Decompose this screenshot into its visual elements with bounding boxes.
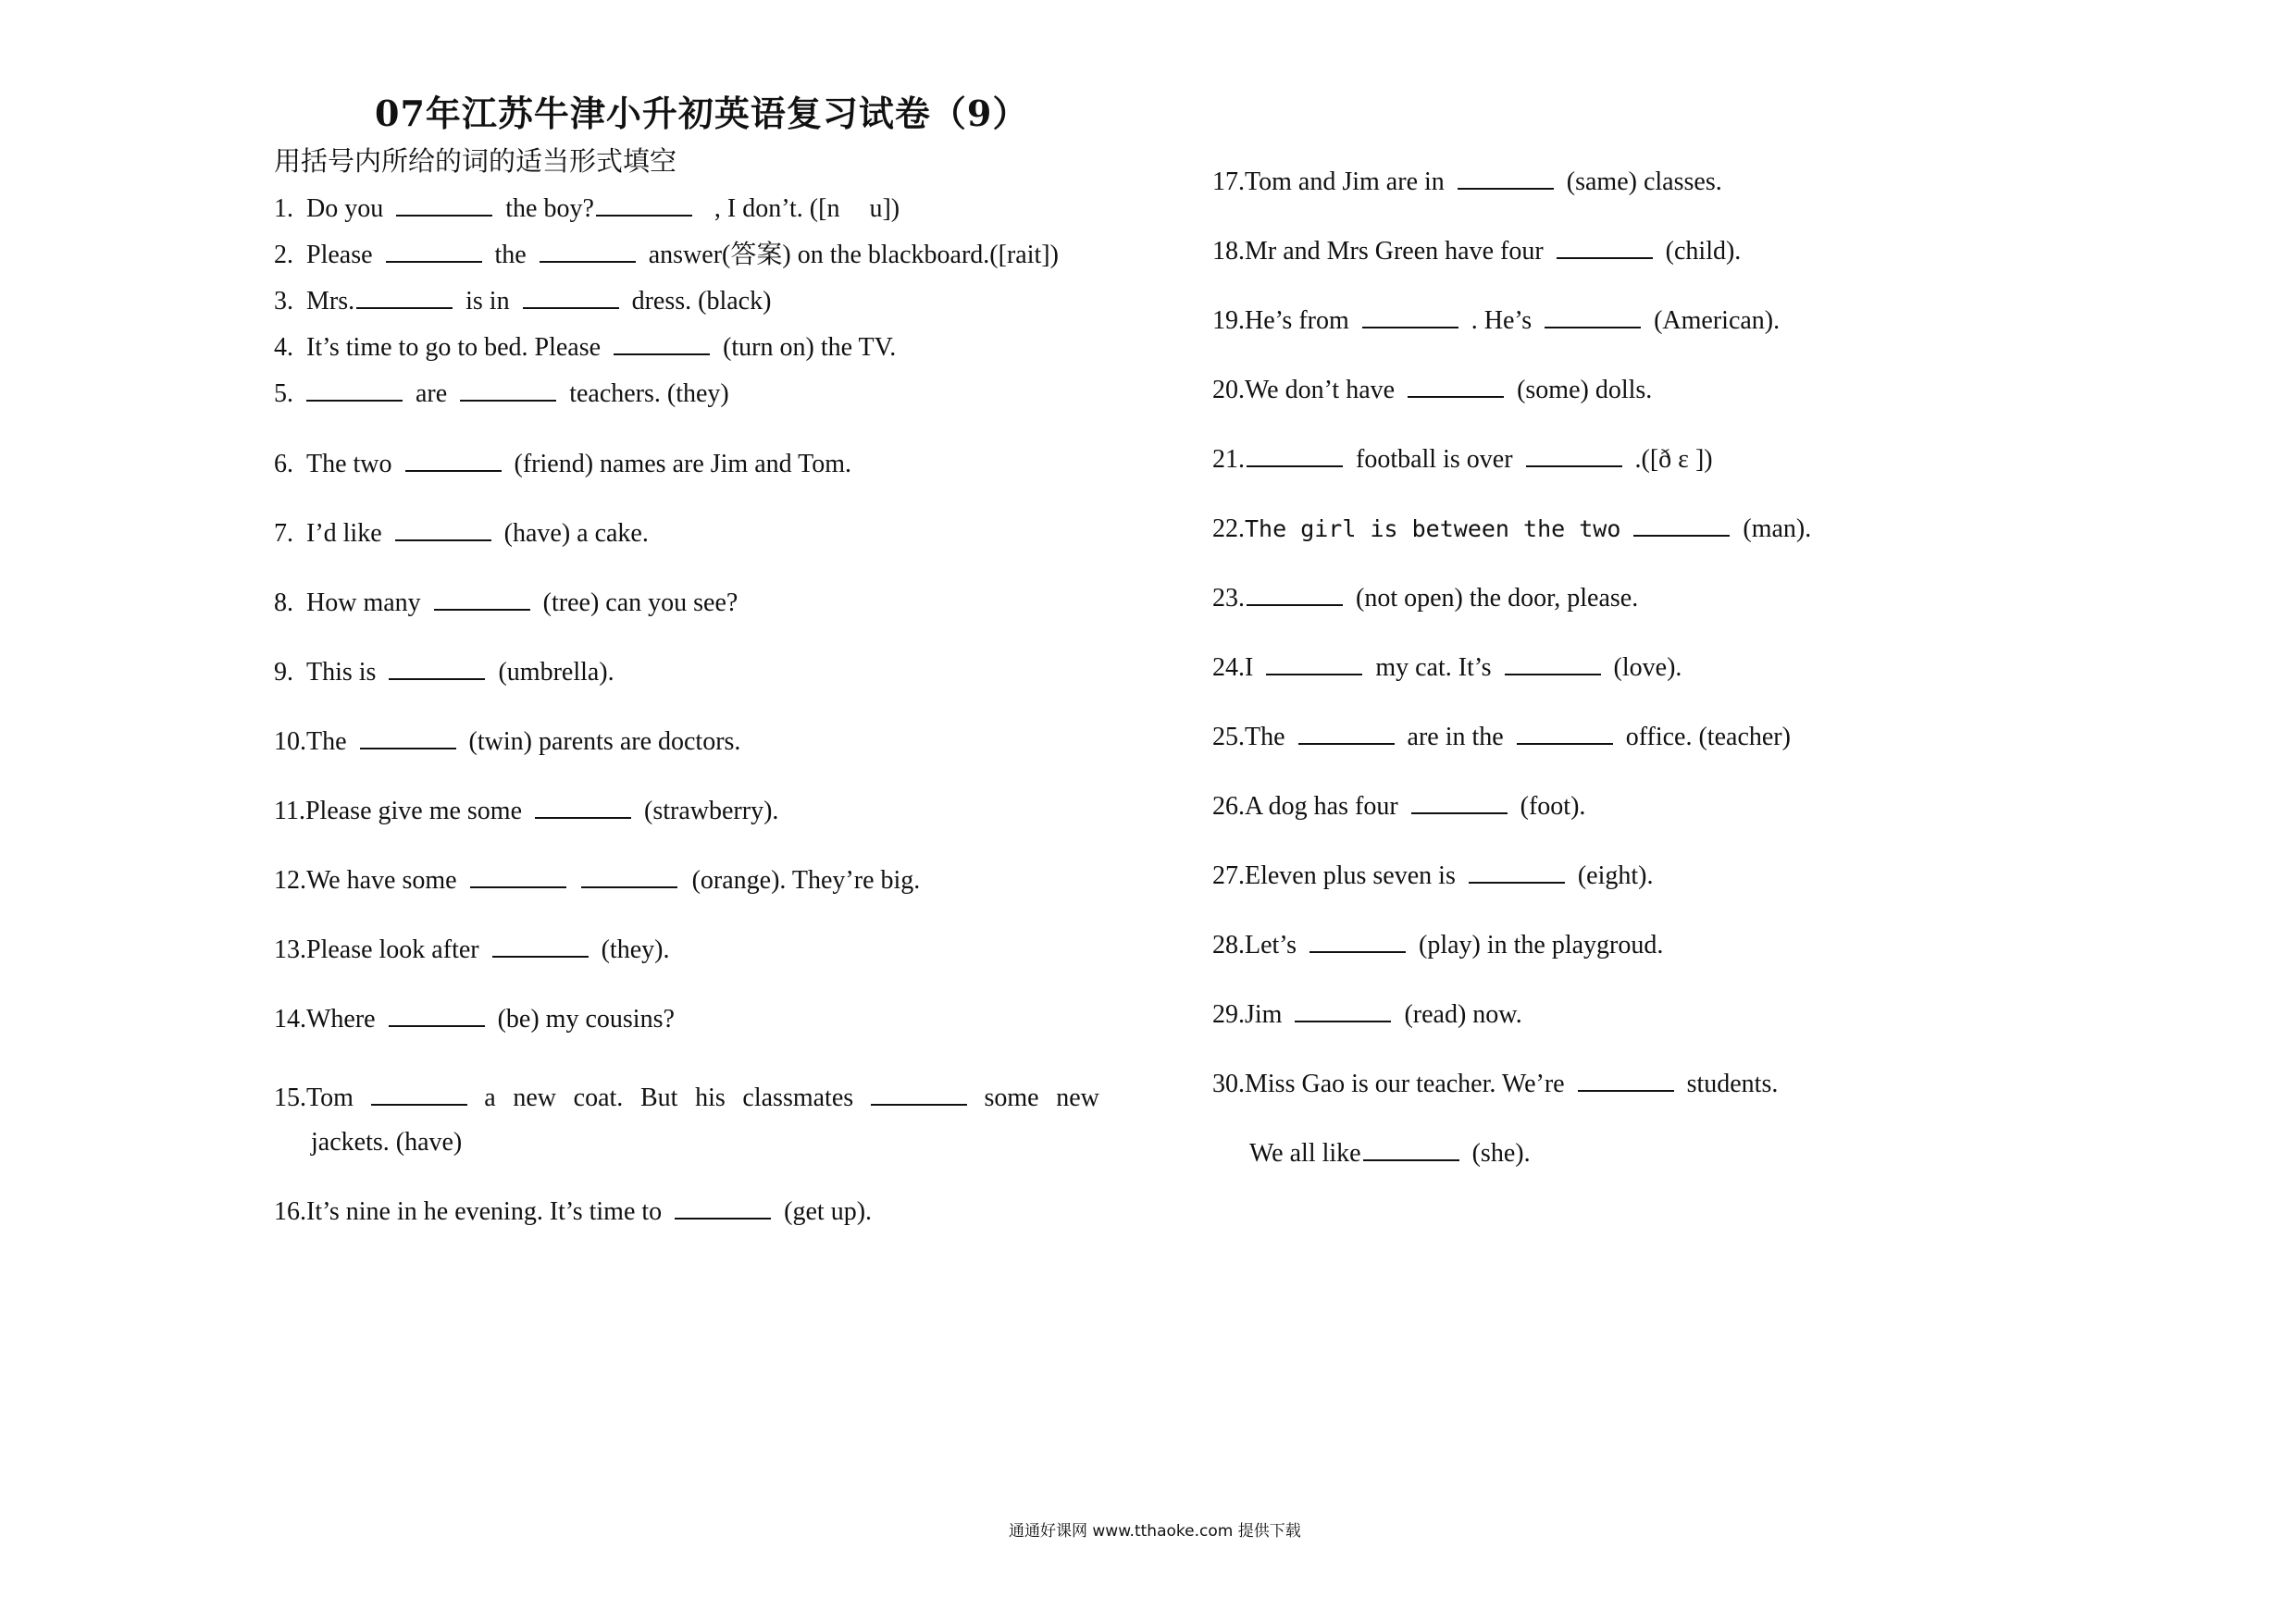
answer-blank[interactable] xyxy=(1526,441,1622,467)
question-15 xyxy=(274,1080,1099,1115)
question-text: I’d like xyxy=(306,519,382,548)
question-number: 1. xyxy=(274,194,293,223)
question-text: (love). xyxy=(1613,653,1682,682)
question-number: 8. xyxy=(274,588,293,617)
question-number: 7. xyxy=(274,519,293,548)
answer-blank[interactable] xyxy=(386,237,482,263)
question-number: 19. xyxy=(1212,306,1245,335)
question-text: How many xyxy=(306,588,421,617)
answer-blank[interactable] xyxy=(470,862,566,888)
answer-blank[interactable] xyxy=(1578,1066,1674,1092)
question-text: The xyxy=(1245,723,1285,751)
question-text: (eight). xyxy=(1577,861,1654,890)
question-text: Mr and Mrs Green have four xyxy=(1245,237,1544,266)
question-22 xyxy=(1212,511,1811,546)
instruction-text: 用括号内所给的词的适当形式填空 xyxy=(274,145,677,177)
question-number: 18. xyxy=(1212,237,1245,266)
question-15-continued: jackets. (have) xyxy=(311,1128,463,1157)
answer-blank[interactable] xyxy=(596,191,692,217)
question-text: . He’s xyxy=(1471,306,1533,335)
question-text: some xyxy=(984,1083,1039,1112)
question-number: 4. xyxy=(274,333,293,362)
answer-blank[interactable] xyxy=(1633,511,1730,537)
question-text: (man). xyxy=(1743,514,1812,543)
question-text: Where xyxy=(306,1005,376,1034)
question-text: are in the xyxy=(1407,723,1504,751)
question-text: (she). xyxy=(1471,1139,1531,1168)
answer-blank[interactable] xyxy=(460,376,556,402)
answer-blank[interactable] xyxy=(871,1080,967,1106)
question-18 xyxy=(1212,233,1741,268)
question-27 xyxy=(1212,858,1653,893)
question-21 xyxy=(1212,441,1713,477)
answer-blank[interactable] xyxy=(1411,788,1508,814)
question-3 xyxy=(274,283,771,318)
question-13 xyxy=(274,932,669,967)
question-10 xyxy=(274,724,740,759)
question-text: the xyxy=(494,241,527,269)
question-text: Mrs. xyxy=(306,287,355,316)
question-text: (play) in the playgroud. xyxy=(1419,931,1664,960)
question-text: (orange). They’re big. xyxy=(691,866,921,895)
answer-blank[interactable] xyxy=(306,376,403,402)
question-text: dress. (black) xyxy=(631,287,772,316)
answer-blank[interactable] xyxy=(1458,164,1554,190)
question-number: 23. xyxy=(1212,584,1245,613)
question-12 xyxy=(274,862,920,898)
answer-blank[interactable] xyxy=(405,446,502,472)
question-number: 25. xyxy=(1212,723,1245,751)
question-text: (they). xyxy=(601,935,670,964)
answer-blank[interactable] xyxy=(535,793,631,819)
question-text: (some) dolls. xyxy=(1517,376,1653,404)
question-number: 9. xyxy=(274,658,293,687)
question-number: 24. xyxy=(1212,653,1245,682)
question-text: new xyxy=(1056,1083,1099,1112)
answer-blank[interactable] xyxy=(540,237,636,263)
question-number: 29. xyxy=(1212,1000,1245,1029)
answer-blank[interactable] xyxy=(1298,719,1395,745)
answer-blank[interactable] xyxy=(434,585,530,611)
question-number: 3. xyxy=(274,287,293,316)
question-text: (child). xyxy=(1665,237,1742,266)
page-title: 07年江苏牛津小升初英语复习试卷（9） xyxy=(375,93,1029,134)
question-number: 21. xyxy=(1212,445,1245,474)
question-text: (read) now. xyxy=(1404,1000,1522,1029)
question-text: classmates xyxy=(742,1083,854,1112)
question-text: .([ð ɛ ]) xyxy=(1634,445,1713,474)
question-text: Jim xyxy=(1245,1000,1283,1029)
answer-blank[interactable] xyxy=(523,283,619,309)
question-text: (have) a cake. xyxy=(503,519,649,548)
question-text: This is xyxy=(306,658,377,687)
question-number: 5. xyxy=(274,379,293,408)
question-text: the boy? xyxy=(505,194,594,223)
question-text: his xyxy=(695,1083,726,1112)
question-text: (get up). xyxy=(784,1197,873,1226)
question-number: 16. xyxy=(274,1197,306,1226)
question-text: We have some xyxy=(306,866,457,895)
question-4 xyxy=(274,329,896,365)
question-text: office. (teacher) xyxy=(1625,723,1791,751)
answer-blank[interactable] xyxy=(360,724,456,749)
answer-blank[interactable] xyxy=(1247,441,1343,467)
question-20 xyxy=(1212,372,1652,407)
question-text: He’s from xyxy=(1245,306,1349,335)
question-8 xyxy=(274,585,738,620)
question-30 xyxy=(1212,1066,1778,1101)
question-text: A dog has four xyxy=(1245,792,1398,821)
question-17 xyxy=(1212,164,1722,199)
question-text: I xyxy=(1245,653,1254,682)
question-text: (umbrella). xyxy=(498,658,614,687)
question-text: (tree) can you see? xyxy=(542,588,738,617)
answer-blank[interactable] xyxy=(492,932,589,958)
question-text: is in xyxy=(465,287,510,316)
question-text: It’s time to go to bed. Please xyxy=(306,333,602,362)
question-text: (friend) names are Jim and Tom. xyxy=(514,450,852,478)
answer-blank[interactable] xyxy=(1362,303,1458,328)
answer-blank[interactable] xyxy=(1469,858,1565,884)
question-text: my cat. It’s xyxy=(1375,653,1492,682)
footer-text: 通通好课网 www.tthaoke.com 提供下载 xyxy=(1009,1522,1301,1541)
question-number: 27. xyxy=(1212,861,1245,890)
answer-blank[interactable] xyxy=(389,654,485,680)
question-26 xyxy=(1212,788,1585,823)
question-text: (foot). xyxy=(1520,792,1586,821)
answer-blank[interactable] xyxy=(389,1001,485,1027)
question-number: 2. xyxy=(274,241,293,269)
answer-blank[interactable] xyxy=(675,1194,771,1220)
question-23 xyxy=(1212,580,1638,615)
question-number: 17. xyxy=(1212,167,1245,196)
answer-blank[interactable] xyxy=(614,329,710,355)
question-text: Eleven plus seven is xyxy=(1245,861,1456,890)
question-text: Miss Gao is our teacher. We’re xyxy=(1245,1070,1565,1098)
question-text: It’s nine in he evening. It’s time to xyxy=(306,1197,663,1226)
question-text: (turn on) the TV. xyxy=(723,333,897,362)
question-24 xyxy=(1212,650,1682,685)
answer-blank[interactable] xyxy=(1505,650,1601,675)
question-6 xyxy=(274,446,851,481)
question-7 xyxy=(274,515,649,551)
question-text: Please give me some xyxy=(304,797,523,825)
question-number: 28. xyxy=(1212,931,1245,960)
answer-blank[interactable] xyxy=(1545,303,1641,328)
question-text: Do you xyxy=(306,194,384,223)
question-9 xyxy=(274,654,614,689)
answer-blank[interactable] xyxy=(1517,719,1613,745)
question-25 xyxy=(1212,719,1791,754)
answer-blank[interactable] xyxy=(356,283,453,309)
question-text: But xyxy=(639,1083,678,1112)
answer-blank[interactable] xyxy=(1408,372,1504,398)
question-16 xyxy=(274,1194,872,1229)
question-text: answer(答案) on the blackboard.([rait]) xyxy=(648,241,1059,269)
question-text: Tom xyxy=(306,1083,354,1112)
question-text: a xyxy=(484,1083,496,1112)
question-text: , I don’t. ([n xyxy=(714,194,840,223)
question-text: Tom and Jim are in xyxy=(1245,167,1445,196)
question-number: 15. xyxy=(274,1083,306,1112)
question-30-continued xyxy=(1249,1135,1531,1170)
question-number: 20. xyxy=(1212,376,1245,404)
answer-blank[interactable] xyxy=(1266,650,1362,675)
question-text: (same) classes. xyxy=(1566,167,1722,196)
answer-blank[interactable] xyxy=(1309,927,1406,953)
question-number: 10. xyxy=(274,727,306,756)
answer-blank[interactable] xyxy=(1557,233,1653,259)
question-text: coat. xyxy=(573,1083,624,1112)
question-text: We don’t have xyxy=(1245,376,1396,404)
question-1 xyxy=(274,191,900,226)
question-19 xyxy=(1212,303,1780,338)
question-29 xyxy=(1212,997,1522,1032)
question-text: Please look after xyxy=(306,935,479,964)
question-text: u]) xyxy=(869,194,900,223)
question-number: 14. xyxy=(274,1005,306,1034)
answer-blank[interactable] xyxy=(1295,997,1391,1022)
answer-blank[interactable] xyxy=(1363,1135,1459,1161)
question-14 xyxy=(274,1001,675,1036)
question-text: (twin) parents are doctors. xyxy=(468,727,741,756)
question-number: 22. xyxy=(1212,514,1245,543)
question-number: 11. xyxy=(274,797,305,825)
question-text: (American). xyxy=(1654,306,1781,335)
question-28 xyxy=(1212,927,1663,962)
question-text: teachers. (they) xyxy=(569,379,729,408)
question-text: The two xyxy=(306,450,392,478)
answer-blank[interactable] xyxy=(395,515,491,541)
answer-blank[interactable] xyxy=(581,862,677,888)
question-number: 6. xyxy=(274,450,293,478)
question-text: Let’s xyxy=(1245,931,1297,960)
question-text: Please xyxy=(306,241,373,269)
question-text: The xyxy=(306,727,347,756)
answer-blank[interactable] xyxy=(1247,580,1343,606)
question-text: We all like xyxy=(1249,1139,1361,1168)
question-text: (strawberry). xyxy=(644,797,779,825)
question-text: (be) my cousins? xyxy=(497,1005,675,1034)
question-number: 13. xyxy=(274,935,306,964)
question-text: students. xyxy=(1686,1070,1779,1098)
question-number: 26. xyxy=(1212,792,1245,821)
question-text: football is over xyxy=(1356,445,1513,474)
question-5 xyxy=(274,376,729,411)
answer-blank[interactable] xyxy=(396,191,492,217)
question-number: 12. xyxy=(274,866,306,895)
question-11 xyxy=(274,793,778,828)
question-text: (not open) the door, please. xyxy=(1356,584,1639,613)
question-2 xyxy=(274,237,1059,272)
question-text: new xyxy=(513,1083,556,1112)
question-text: are xyxy=(416,379,448,408)
question-text: The girl is between the two xyxy=(1245,515,1621,542)
answer-blank[interactable] xyxy=(371,1080,467,1106)
question-number: 30. xyxy=(1212,1070,1245,1098)
